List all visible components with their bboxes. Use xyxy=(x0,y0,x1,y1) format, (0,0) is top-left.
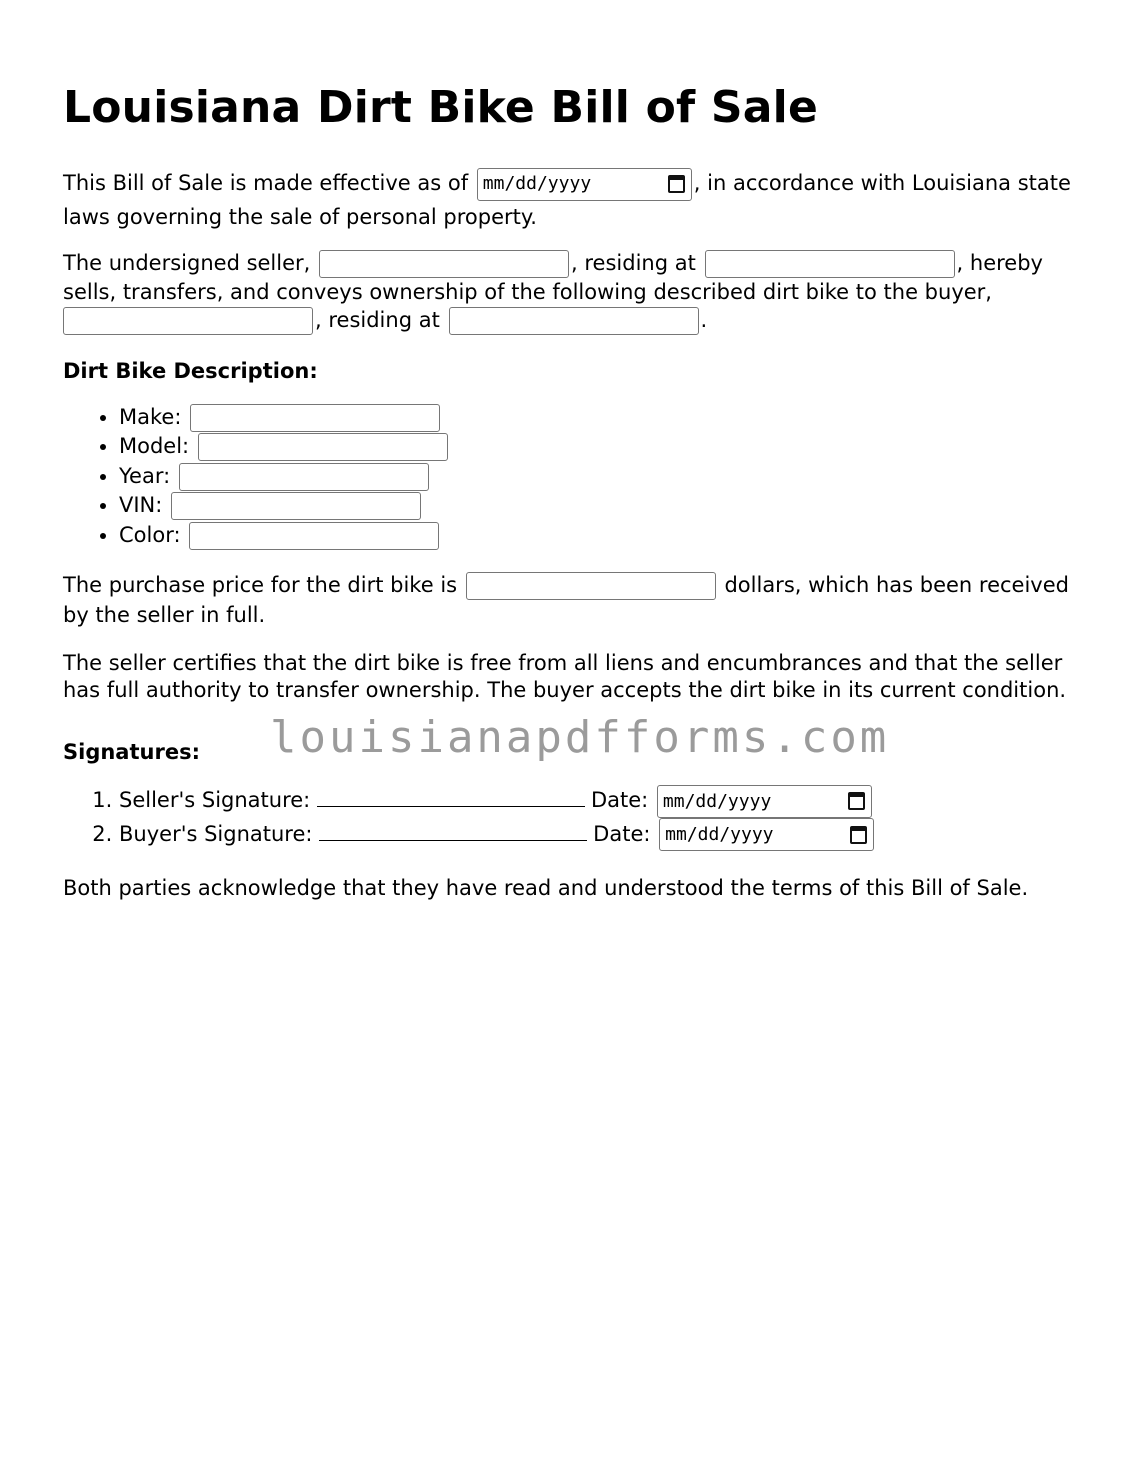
model-input[interactable] xyxy=(198,433,448,461)
list-item-year xyxy=(119,462,1078,492)
seller-signature-line[interactable] xyxy=(317,786,585,807)
intro-paragraph xyxy=(63,167,1078,233)
parties-paragraph xyxy=(63,249,1078,335)
buyer-signature-row xyxy=(119,818,1078,852)
calendar-icon[interactable] xyxy=(850,826,867,844)
parties-text-4: , residing at xyxy=(315,307,440,332)
vin-input[interactable] xyxy=(171,492,421,520)
description-list xyxy=(63,403,1078,551)
signatures-list xyxy=(63,784,1078,851)
intro-suffix: , in accordance with Louisiana state laws governing the sale of personal property. xyxy=(63,171,1071,229)
date-placeholder: mm/dd/yyyy xyxy=(482,173,592,194)
make-input[interactable] xyxy=(190,404,440,432)
calendar-icon[interactable] xyxy=(668,175,685,193)
page-title: Louisiana Dirt Bike Bill of Sale xyxy=(63,82,818,133)
buyer-address-input[interactable] xyxy=(449,307,699,335)
seller-date-input[interactable] xyxy=(657,785,872,818)
description-heading: Dirt Bike Description: xyxy=(63,358,318,383)
vin-label: VIN: xyxy=(119,493,163,517)
watermark: louisianapdfforms.com xyxy=(270,712,890,763)
date-placeholder: mm/dd/yyyy xyxy=(662,790,772,812)
certification-paragraph: The seller certifies that the dirt bike is free from all liens and encumbrances and that the seller has full authority to transfer ownership. The buyer accepts the dirt bike in its current condition. xyxy=(63,651,1067,702)
year-label: Year: xyxy=(119,463,171,488)
list-item-vin xyxy=(119,491,1078,521)
parties-text-2: , residing at xyxy=(571,250,696,275)
buyer-signature-line[interactable] xyxy=(319,820,587,841)
seller-signature-row xyxy=(119,784,1078,818)
seller-date-label: Date: xyxy=(590,788,649,812)
parties-text-5: . xyxy=(700,307,708,332)
buyer-name-input[interactable] xyxy=(63,307,313,335)
acknowledgment-paragraph: Both parties acknowledge that they have read and understood the terms of this Bill of Sale. xyxy=(63,876,1029,900)
calendar-icon[interactable] xyxy=(848,792,865,810)
price-prefix: The purchase price for the dirt bike is xyxy=(63,573,458,597)
color-input[interactable] xyxy=(189,522,439,550)
price-input[interactable] xyxy=(466,572,716,600)
list-item-model xyxy=(119,432,1078,462)
make-label: Make: xyxy=(119,404,182,429)
buyer-date-input[interactable] xyxy=(659,818,874,851)
model-label: Model: xyxy=(119,434,190,458)
buyer-date-label: Date: xyxy=(593,821,651,846)
seller-name-input[interactable] xyxy=(319,250,569,278)
list-item-make xyxy=(119,403,1078,433)
parties-text-1: The undersigned seller, xyxy=(63,250,311,275)
buyer-signature-label: Buyer's Signature: xyxy=(119,821,313,846)
seller-address-input[interactable] xyxy=(705,250,955,278)
color-label: Color: xyxy=(119,522,181,547)
date-placeholder: mm/dd/yyyy xyxy=(665,824,774,845)
price-suffix: dollars, which has been received by the seller in full. xyxy=(63,573,1069,627)
intro-prefix: This Bill of Sale is made effective as of xyxy=(63,171,469,195)
list-item-color xyxy=(119,521,1078,551)
price-paragraph xyxy=(63,570,1078,630)
year-input[interactable] xyxy=(179,463,429,491)
effective-date-input[interactable] xyxy=(477,168,692,201)
seller-signature-label: Seller's Signature: xyxy=(119,788,311,812)
document-page xyxy=(63,0,1078,901)
signatures-heading: Signatures: xyxy=(63,740,200,764)
parties-text-3: , hereby sells, transfers, and conveys ownership of the following described dirt bike to the buyer, xyxy=(63,250,1043,304)
